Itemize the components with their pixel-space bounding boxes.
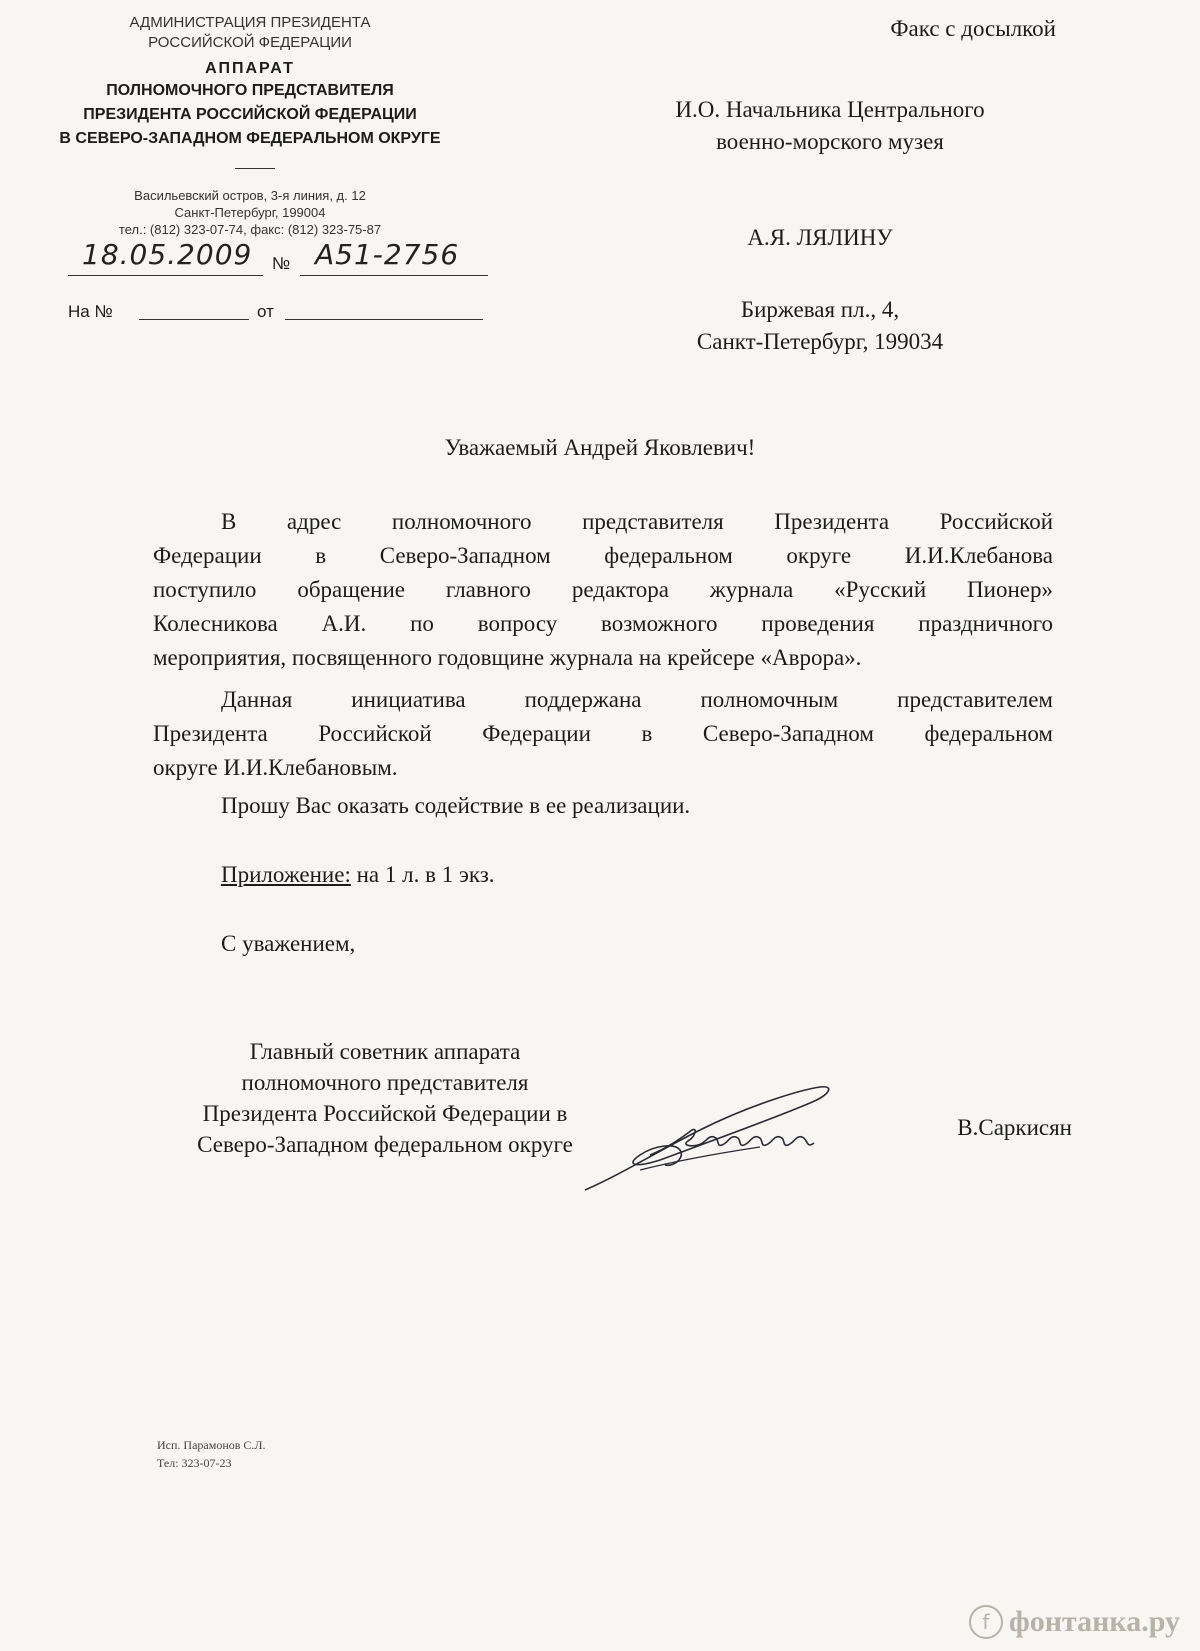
signatory-title-line: Северо-Западном федеральном округе <box>197 1132 573 1157</box>
letterhead-apparat: АППАРАТ <box>205 60 295 77</box>
paragraph-2 <box>153 683 1053 785</box>
date-underline <box>68 275 263 276</box>
letterhead-admin-line2: РОССИЙСКОЙ ФЕДЕРАЦИИ <box>148 34 352 51</box>
paragraph-1-line: В адрес полномочного представителя Президента Российской <box>221 509 1053 534</box>
recipient-name: А.Я. ЛЯЛИНУ <box>747 225 893 250</box>
closing: С уважением, <box>221 931 356 956</box>
paragraph-2-line: Президента Российской Федерации в Северо-Западном федеральном <box>153 721 1053 746</box>
paragraph-1-line: мероприятия, посвященного годовщине журнала на крейсере «Аврора». <box>153 645 862 670</box>
reply-from-label: от <box>257 302 274 321</box>
recipient-line1: И.О. Начальника Центрального <box>675 97 985 122</box>
signatory-title-line: полномочного представителя <box>241 1070 529 1095</box>
letterhead-org-line3: В СЕВЕРО-ЗАПАДНОМ ФЕДЕРАЛЬНОМ ОКРУГЕ <box>59 130 441 147</box>
paragraph-1-line: Федерации в Северо-Западном федеральном округе И.И.Клебанова <box>153 543 1053 568</box>
fax-note: Факс с досылкой <box>890 16 1056 41</box>
f-circle-icon: f <box>969 1605 1003 1639</box>
attachment-label: Приложение: <box>221 862 351 887</box>
signatory-title <box>150 1036 620 1160</box>
letterhead-divider <box>235 168 275 169</box>
paragraph-2-line: округе И.И.Клебановым. <box>153 755 398 780</box>
handwritten-date: 18.05.2009 <box>82 238 253 271</box>
watermark-text: фонтанка.ру <box>1008 1605 1180 1638</box>
letterhead-address-line1: Васильевский остров, 3-я линия, д. 12 <box>134 188 366 203</box>
paragraph-1 <box>153 505 1053 675</box>
attachment-text: на 1 л. в 1 экз. <box>350 862 495 887</box>
reply-date-blank <box>285 319 483 320</box>
recipient-address-line1: Биржевая пл., 4, <box>740 297 900 322</box>
number-label: № <box>272 254 291 273</box>
paragraph-1-line: поступило обращение главного редактора журнала «Русский Пионер» <box>153 577 1053 602</box>
signatory-name: В.Саркисян <box>957 1115 1072 1140</box>
handwritten-number: А51-2756 <box>315 238 460 271</box>
paragraph-1-line: Колесникова А.И. по вопросу возможного проведения праздничного <box>153 611 1053 636</box>
recipient-line2: военно-морского музея <box>716 129 944 154</box>
handwritten-signature <box>580 1075 870 1195</box>
request-line: Прошу Вас оказать содействие в ее реализации. <box>221 793 691 818</box>
greeting: Уважаемый Андрей Яковлевич! <box>444 435 756 460</box>
executor-phone: Тел: 323-07-23 <box>157 1456 232 1470</box>
executor-name: Исп. Парамонов С.Л. <box>157 1438 266 1452</box>
reply-label: На № <box>68 302 113 321</box>
letterhead-org-line2: ПРЕЗИДЕНТА РОССИЙСКОЙ ФЕДЕРАЦИИ <box>83 106 417 123</box>
signatory-title-line: Главный советник аппарата <box>249 1039 521 1064</box>
signatory-title-line: Президента Российской Федерации в <box>202 1101 568 1126</box>
attachment-line <box>221 862 495 888</box>
paragraph-2-line: Данная инициатива поддержана полномочным представителем <box>221 687 1053 712</box>
letterhead-admin-line1: АДМИНИСТРАЦИЯ ПРЕЗИДЕНТА <box>129 14 371 31</box>
letterhead-org-line1: ПОЛНОМОЧНОГО ПРЕДСТАВИТЕЛЯ <box>106 82 394 99</box>
fontanka-watermark <box>969 1605 1180 1639</box>
recipient-address-line2: Санкт-Петербург, 199034 <box>696 329 944 354</box>
letterhead-address-line2: Санкт-Петербург, 199004 <box>174 205 326 220</box>
number-underline <box>300 275 488 276</box>
reply-number-blank <box>139 319 249 320</box>
letterhead-contacts: тел.: (812) 323-07-74, факс: (812) 323-75-87 <box>118 222 382 237</box>
